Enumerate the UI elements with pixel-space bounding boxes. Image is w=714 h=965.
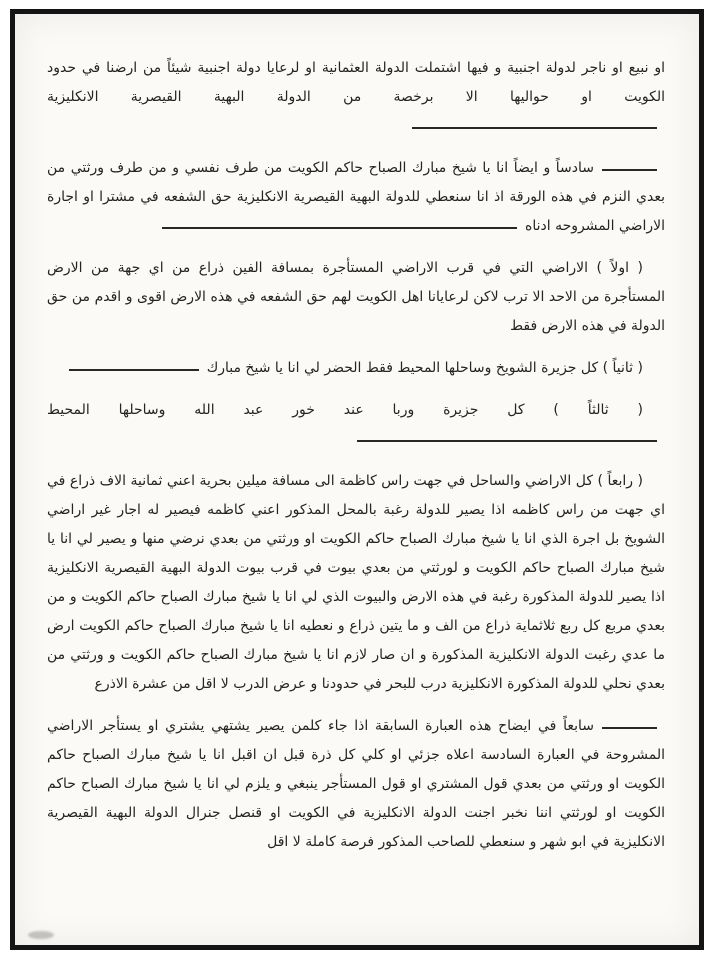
separator-rule bbox=[602, 169, 657, 171]
paragraph-item-fourth bbox=[47, 467, 665, 699]
separator-rule bbox=[602, 727, 657, 729]
separator-rule bbox=[69, 369, 199, 371]
page-frame bbox=[10, 9, 704, 950]
paragraph-item-second bbox=[47, 354, 665, 383]
paragraph-text: ( اولاً ) الاراضي التي في قرب الاراضي المستأجرة بمسافة الفين ذراع من اي جهة من الارض المستأجرة من الاحد الا ترب لاكن لرعايانا اهل الكويت لهم حق الشفعه في هذه الارض اقوى و اقدم من حق الدولة في هذه الارض فقط bbox=[47, 260, 665, 334]
paragraph-text: او نبيع او ناجر لدولة اجنبية و فيها اشتملت الدولة العثمانية او لرعايا دولة اجنبية شيئاً من ارضنا في حدود الكويت او حواليها الا برخصة من الدولة البهية القيصرية الانكليزية bbox=[47, 60, 665, 105]
paragraph-text: ( رابعاً ) كل الاراضي والساحل في جهت راس كاظمة الى مسافة ميلين بحرية اعني ثمانية الاف ذراع في اي جهت من راس كاظمه اذا يصير للدولة رغبة بالمحل المذكور اعني كاظمه فيصير له اجار غير اراضي الشويخ بل اجرة الذي انا يا شيخ مبارك الصباح حاكم الكويت او ورثتي من بعدي نرضي منها و يصير لي انا يا شيخ مبارك الصباح حاكم الكويت و لورثتي من بعدي بيوت في قرب بيوت الدولة البهية القيصرية الانكليزية اذا يصير للدولة المذكورة رغبة في هذه الارض والبيوت الذي لي انا يا شيخ مبارك الصباح حاكم الكويت و من بعدي مربع كل ربع ثلاثماية ذراع من الف و ما يتين ذراع و نعطيه انا يا شيخ مبارك الصباح حاكم الكويت ارض ما عدي رغبت الدولة الانكليزية المذكورة و ان صار لازم انا يا شيخ مبارك الصباح حاكم الكويت و ورثتي من بعدي نحلي للدولة المذكورة الانكليزية درب للبحر في حدودنا و عرض الدرب لا اقل من عشرة الاذرع bbox=[47, 473, 665, 692]
separator-rule bbox=[412, 127, 657, 129]
paragraph-continuation-clause bbox=[47, 54, 665, 141]
paragraph-text: ( ثالثاً ) كل جزيرة وربا عند خور عبد الله وساحلها المحيط bbox=[47, 402, 643, 418]
paragraph-item-first bbox=[47, 254, 665, 341]
scan-smudge bbox=[28, 931, 54, 939]
paragraph-item-third bbox=[47, 396, 665, 454]
separator-rule bbox=[357, 440, 657, 442]
paragraph-text: سادساً و ايضاً انا يا شيخ مبارك الصباح حاكم الكويت من طرف نفسي و من طرف ورثتي من بعدي النزم في هذه الورقة اذ انا سنعطي للدولة البهية القيصرية الانكليزية حق الشفعه في مشترا او اجارة الاراضي المشروحه ادناه bbox=[47, 160, 665, 234]
paragraph-text: سابعاً في ايضاح هذه العبارة السابقة اذا جاء كلمن يصير يشتهي يشتري او يستأجر الاراضي المشروحة في العبارة السادسة اعلاه جزئي او كلي كل ذرة قبل ان اقبل انا يا شيخ مبارك الصباح حاكم الكويت او ورثتي من بعدي قول المشتري او قول المستأجر ينبغي و يلزم لي انا يا شيخ مبارك الصباح حاكم الكويت او لورثتي اننا نخبر اجنت الدولة الانكليزية في الكويت او قنصل جنرال الدولة البهية القيصرية الانكليزية في ابو شهر و سنعطي للصاحب المذكور فرصة كاملة لا اقل bbox=[47, 718, 665, 850]
paragraph-clause-seventh bbox=[47, 712, 665, 857]
paragraph-text: ( ثانياً ) كل جزيرة الشويخ وساحلها المحيط فقط الحضر لي انا يا شيخ مبارك bbox=[206, 360, 643, 376]
paragraph-clause-sixth bbox=[47, 154, 665, 241]
separator-rule bbox=[162, 227, 517, 229]
document-content bbox=[15, 14, 699, 945]
